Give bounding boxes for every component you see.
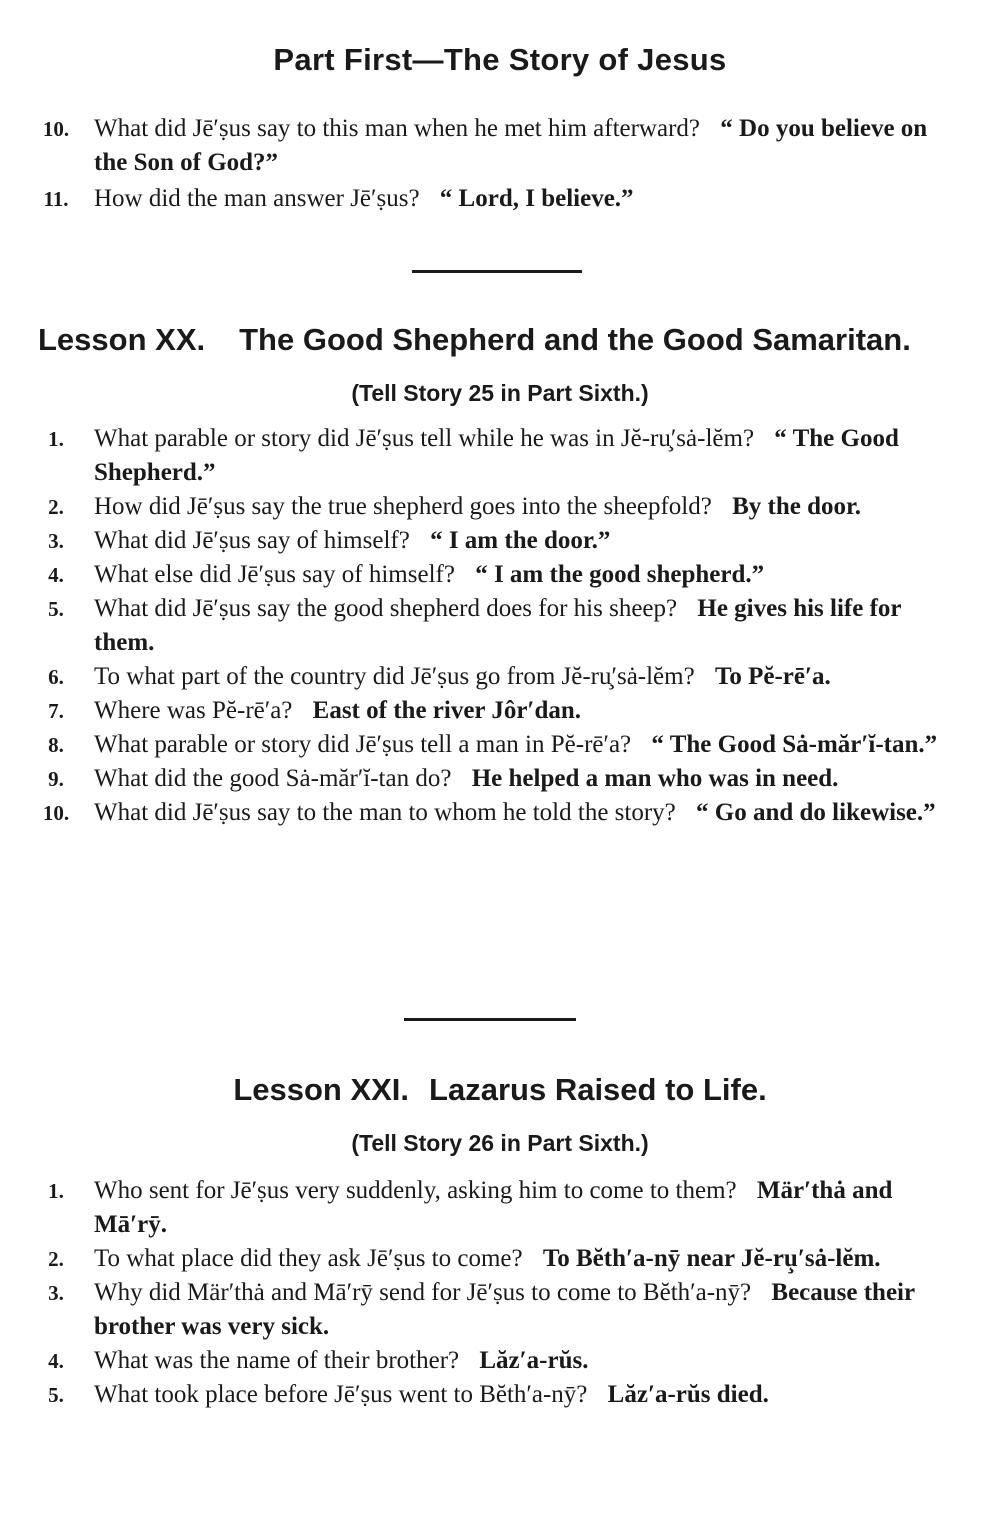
running-head: Part First—The Story of Jesus: [273, 42, 727, 77]
answer-text: “ The Good Sȧ-măr′ĭ-tan.”: [651, 731, 938, 758]
question-item: [0, 182, 1000, 216]
answer-text: He helped a man who was in need.: [471, 765, 839, 792]
question-number: 11.: [43, 187, 69, 211]
question-number: 3.: [48, 1281, 64, 1305]
question-number: 8.: [48, 733, 64, 757]
lesson-number: Lesson XXI.: [233, 1072, 410, 1107]
question-text: What did Jē′ṣus say to this man when he met him afterward?: [94, 115, 701, 142]
section-divider: [412, 270, 582, 273]
answer-text: East of the river Jôr′dan.: [312, 697, 582, 724]
question-text: What took place before Jē′ṣus went to Bĕth′a-nȳ?: [94, 1381, 588, 1408]
question-item: [0, 592, 1000, 660]
answer-text: He gives his life for them.: [94, 595, 902, 656]
question-item: [0, 796, 1000, 830]
question-text: To what part of the country did Jē′ṣus go from Jĕ-ru̧′sȧ-lĕm?: [94, 663, 695, 690]
story-reference-text: (Tell Story 25 in Part Sixth.): [351, 380, 649, 406]
answer-text: “ I am the good shepherd.”: [475, 561, 765, 588]
question-item: [0, 490, 1000, 524]
section-divider: [404, 1018, 576, 1021]
question-item: [0, 524, 1000, 558]
question-number: 4.: [48, 1349, 64, 1373]
question-text: What else did Jē′ṣus say of himself?: [94, 561, 455, 588]
question-number: 1.: [48, 427, 64, 451]
answer-text: “ The Good Shepherd.”: [94, 425, 899, 486]
question-number: 2.: [48, 495, 64, 519]
question-text: What did Jē′ṣus say to the man to whom he told the story?: [94, 799, 676, 826]
question-text: Who sent for Jē′ṣus very suddenly, asking him to come to them?: [94, 1177, 737, 1204]
question-item: [0, 1276, 1000, 1344]
lesson-heading: Lazarus Raised to Life.: [429, 1072, 767, 1107]
question-item: [0, 660, 1000, 694]
question-item: [0, 112, 1000, 180]
question-number: 9.: [48, 767, 64, 791]
question-number: 3.: [48, 529, 64, 553]
answer-text: “ I am the door.”: [430, 527, 611, 554]
question-text: Why did Mär′thȧ and Mā′rȳ send for Jē′ṣus to come to Bĕth′a-nȳ?: [94, 1279, 752, 1306]
question-text: How did the man answer Jē′ṣus?: [94, 185, 420, 212]
question-item: [0, 1378, 1000, 1412]
lesson21-question-list: [0, 1174, 1000, 1412]
question-item: [0, 1344, 1000, 1378]
question-item: [0, 694, 1000, 728]
question-number: 5.: [48, 597, 64, 621]
question-text: How did Jē′ṣus say the true shepherd goes into the sheepfold?: [94, 493, 712, 520]
question-text: What did the good Sȧ-măr′ĭ-tan do?: [94, 765, 452, 792]
question-text: What did Jē′ṣus say the good shepherd does for his sheep?: [94, 595, 678, 622]
question-text: What did Jē′ṣus say of himself?: [94, 527, 410, 554]
lesson-title: [0, 1072, 1000, 1108]
answer-text: Mär′thȧ and Mā′rȳ.: [94, 1177, 893, 1238]
answer-text: Lăz′a-rŭs died.: [607, 1381, 769, 1408]
question-text: What parable or story did Jē′ṣus tell a man in Pĕ-rē′a?: [94, 731, 632, 758]
question-number: 10.: [42, 117, 70, 141]
answer-text: Because their brother was very sick.: [94, 1279, 915, 1340]
question-item: [0, 728, 1000, 762]
story-reference-text: (Tell Story 26 in Part Sixth.): [351, 1130, 649, 1156]
answer-text: By the door.: [732, 493, 862, 520]
answer-text: “ Do you believe on the Son of God?”: [94, 115, 928, 176]
question-item: [0, 762, 1000, 796]
answer-text: Lăz′a-rŭs.: [479, 1347, 589, 1374]
lesson20-question-list: [0, 422, 1000, 830]
question-number: 6.: [48, 665, 64, 689]
question-item: [0, 422, 1000, 490]
answer-text: “ Go and do likewise.”: [696, 799, 936, 826]
answer-text: “ Lord, I believe.”: [439, 185, 634, 212]
lesson-title: [0, 322, 1000, 358]
question-item: [0, 1174, 1000, 1242]
question-text: What was the name of their brother?: [94, 1347, 460, 1374]
question-number: 7.: [48, 699, 64, 723]
question-text: To what place did they ask Jē′ṣus to come?: [94, 1245, 523, 1272]
answer-text: To Bĕth′a-nȳ near Jĕ-ru̧′sȧ-lĕm.: [542, 1245, 881, 1272]
question-item: [0, 558, 1000, 592]
question-text: What parable or story did Jē′ṣus tell while he was in Jĕ-ru̧′sȧ-lĕm?: [94, 425, 755, 452]
question-text: Where was Pĕ-rē′a?: [94, 697, 293, 724]
question-number: 2.: [48, 1247, 64, 1271]
lesson-number: Lesson XX.: [38, 322, 206, 357]
question-item: [0, 1242, 1000, 1276]
question-number: 4.: [48, 563, 64, 587]
answer-text: To Pĕ-rē′a.: [714, 663, 831, 690]
question-number: 5.: [48, 1383, 64, 1407]
story-reference: [0, 380, 1000, 407]
lesson-heading: The Good Shepherd and the Good Samaritan.: [239, 322, 911, 357]
carryover-question-list: [0, 112, 1000, 216]
story-reference: [0, 1130, 1000, 1157]
question-number: 10.: [42, 801, 70, 825]
question-number: 1.: [48, 1179, 64, 1203]
